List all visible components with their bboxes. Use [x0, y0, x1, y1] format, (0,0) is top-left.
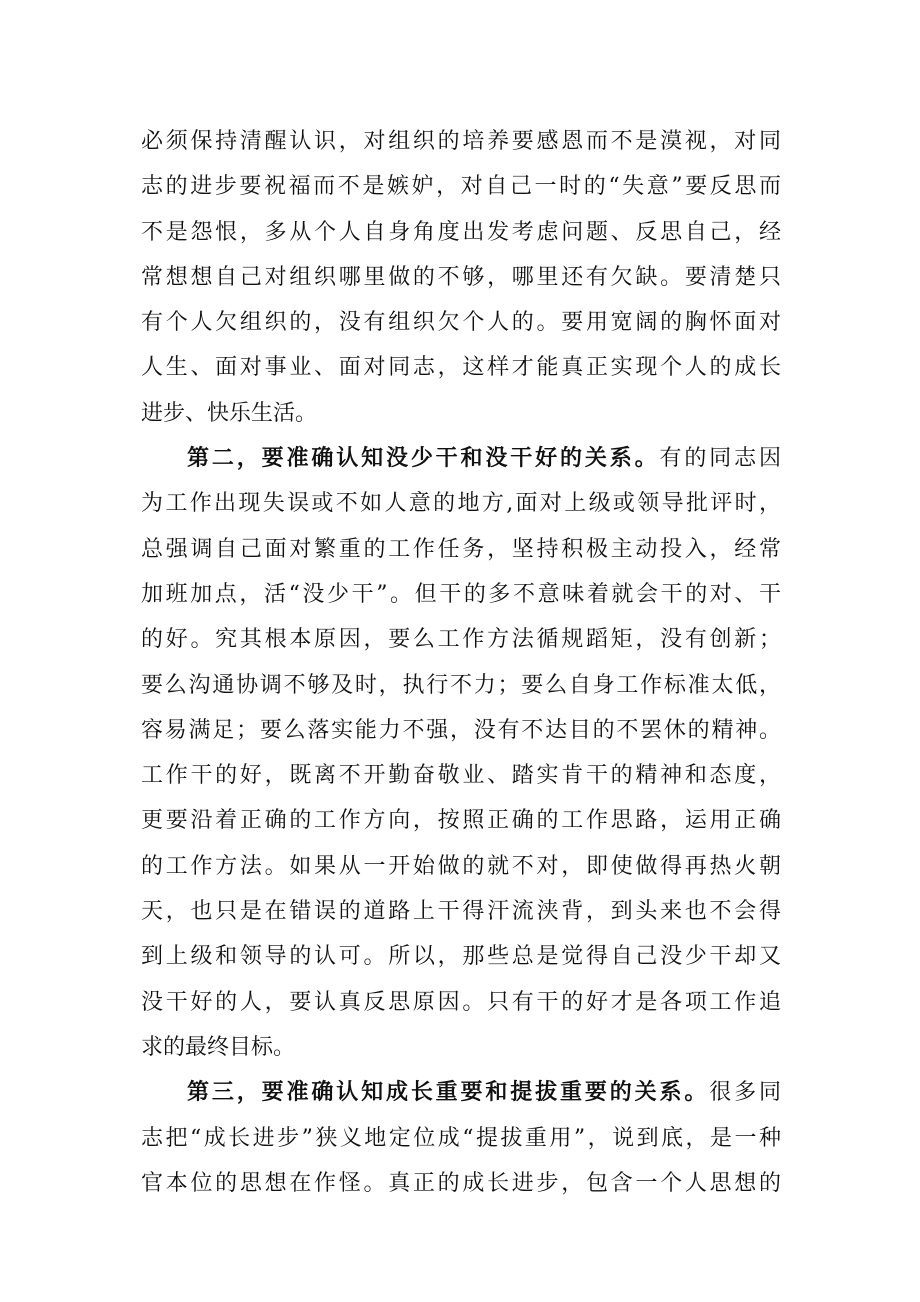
text-line: 的好。究其根本原因，要么工作方法循规蹈矩，没有创新； — [141, 627, 781, 653]
text-line: 没干好的人，要认真反思原因。只有干的好才是各项工作追 — [141, 989, 781, 1015]
text-run: 很多同 — [709, 1080, 781, 1106]
paragraph-heading: 第二，要准确认知没少干和没干好的关系。 — [187, 446, 660, 472]
text-line: 要么沟通协调不够及时，执行不力；要么自身工作标准太低， — [141, 672, 781, 698]
text-line: 更要沿着正确的工作方向，按照正确的工作思路，运用正确 — [141, 808, 781, 834]
text-run: 有的同志因 — [659, 446, 781, 472]
text-line: 工作干的好，既离不开勤奋敬业、踏实肯干的精神和态度， — [141, 763, 781, 789]
text-line: 的工作方法。如果从一开始做的就不对，即使做得再热火朝 — [141, 853, 781, 879]
paragraph-heading: 第三，要准确认知成长重要和提拔重要的关系。 — [187, 1080, 710, 1106]
text-line: 总强调自己面对繁重的工作任务，坚持积极主动投入，经常 — [141, 536, 781, 562]
text-line: 人生、面对事业、面对同志，这样才能真正实现个人的成长 — [141, 355, 781, 381]
text-line: 常想想自己对组织哪里做的不够，哪里还有欠缺。要清楚只 — [141, 264, 781, 290]
text-line: 志把“成长进步”狭义地定位成“提拔重用”，说到底，是一种 — [141, 1125, 781, 1151]
text-line: 必须保持清醒认识，对组织的培养要感恩而不是漠视，对同 — [141, 129, 781, 154]
paragraph-heading-line — [141, 436, 781, 481]
text-line: 为工作出现失误或不如人意的地方,面对上级或领导批评时， — [141, 491, 781, 517]
text-line: 到上级和领导的认可。所以，那些总是觉得自己没少干却又 — [141, 944, 781, 970]
text-line: 官本位的思想在作怪。真正的成长进步，包含一个人思想的 — [141, 1170, 781, 1196]
text-line: 容易满足；要么落实能力不强，没有不达目的不罢休的精神。 — [141, 717, 781, 743]
document-body — [141, 119, 781, 1206]
text-line: 加班加点，活“没少干”。但干的多不意味着就会干的对、干 — [141, 581, 781, 607]
paragraph-heading-line — [141, 1070, 781, 1115]
text-line: 天，也只是在错误的道路上干得汗流浃背，到头来也不会得 — [141, 899, 781, 925]
text-line: 有个人欠组织的，没有组织欠个人的。要用宽阔的胸怀面对 — [141, 310, 781, 336]
text-line: 进步、快乐生活。 — [141, 400, 318, 426]
text-line: 求的最终目标。 — [141, 1034, 296, 1060]
text-line: 志的进步要祝福而不是嫉妒，对自己一时的“失意”要反思而 — [141, 174, 781, 200]
text-line: 不是怨恨，多从个人自身角度出发考虑问题、反思自己，经 — [141, 219, 781, 245]
